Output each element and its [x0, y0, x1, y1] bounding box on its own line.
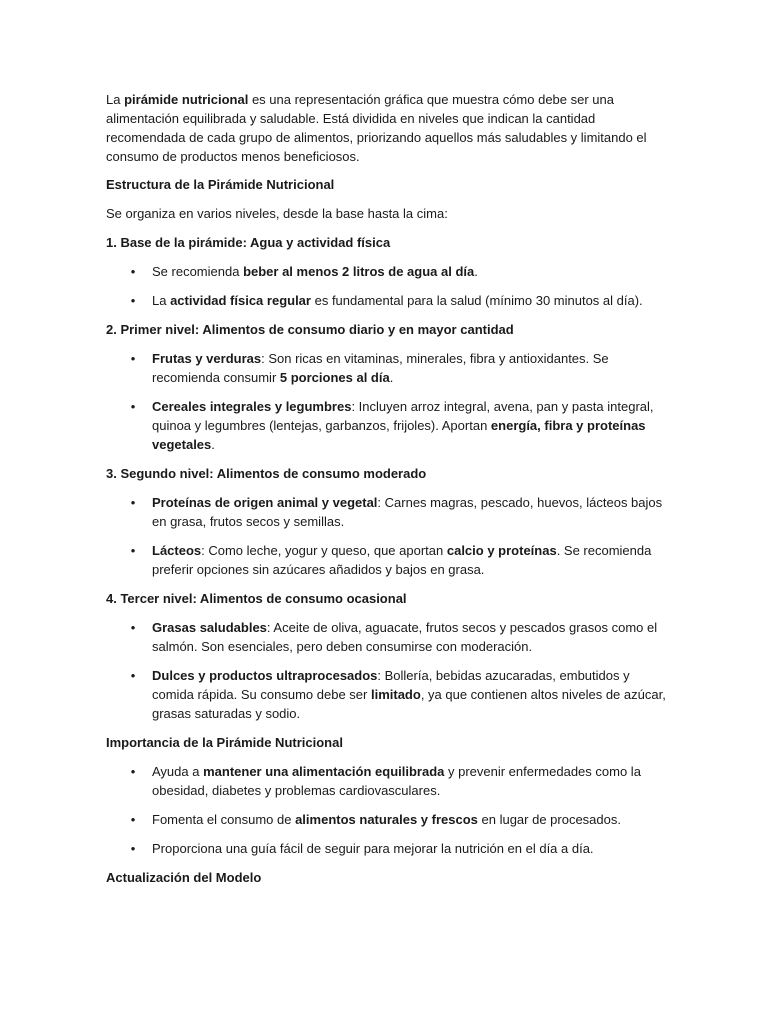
item-text: : Aceite de oliva, aguacate, frutos secos y pescados grasos como el salmón. Son esenciales, pero deben consumirse con moderación. — [152, 620, 658, 654]
importancia-list — [106, 762, 666, 858]
nivel-3-list — [106, 493, 666, 579]
bullet-icon: • — [130, 293, 136, 308]
item-bold: limitado — [370, 687, 421, 702]
list-item — [106, 493, 666, 531]
item-text: Ayuda a — [152, 764, 204, 779]
intro-text: es una representación gráfica que muestra cómo debe ser una alimentación equilibrada y saludable. Está dividida en niveles que indican la cantidad recomendada de cada grupo de alimentos, priorizando aquellos más saludables y limitando el consumo de productos menos beneficiosos. — [106, 92, 647, 164]
list-item — [106, 291, 666, 310]
list-item — [106, 618, 666, 656]
bullet-icon: • — [130, 264, 136, 279]
item-text: Proporciona una guía fácil de seguir para mejorar la nutrición en el día a día. — [152, 841, 594, 856]
item-text: , ya que contienen altos niveles de azúcar, grasas saturadas y sodio. — [152, 687, 666, 721]
bullet-icon: • — [130, 351, 136, 366]
list-item — [106, 810, 666, 829]
list-item — [106, 839, 666, 858]
list-item — [106, 666, 666, 723]
section-heading-estructura: Estructura de la Pirámide Nutricional — [106, 177, 335, 192]
section-heading-importancia: Importancia de la Pirámide Nutricional — [106, 735, 343, 750]
intro-text: La — [106, 92, 125, 107]
item-text: : Bollería, bebidas azucaradas, embutidos y comida rápida. Su consumo debe ser — [152, 668, 630, 702]
bullet-icon: • — [130, 495, 136, 510]
document-body — [106, 90, 666, 897]
item-bold: Grasas saludables — [152, 620, 267, 635]
item-bold: mantener una alimentación equilibrada — [203, 764, 445, 779]
item-text: es fundamental para la salud (mínimo 30 minutos al día). — [310, 293, 643, 308]
bullet-icon: • — [130, 543, 136, 558]
nivel-2-list — [106, 349, 666, 454]
list-item — [106, 262, 666, 281]
item-bold: 5 porciones al día — [279, 370, 390, 385]
item-bold: energía, fibra y proteínas vegetales — [152, 418, 646, 452]
nivel-1-list — [106, 262, 666, 310]
estructura-paragraph: Se organiza en varios niveles, desde la base hasta la cima: — [106, 206, 448, 221]
bullet-icon: • — [130, 764, 136, 779]
list-item — [106, 349, 666, 387]
item-bold: beber al menos 2 litros de agua al día — [243, 264, 475, 279]
item-text: : Como leche, yogur y queso, que aportan — [201, 543, 447, 558]
bullet-icon: • — [130, 668, 136, 683]
section-heading-nivel-3: 3. Segundo nivel: Alimentos de consumo moderado — [106, 466, 427, 481]
intro-paragraph — [106, 90, 666, 166]
section-heading-nivel-1: 1. Base de la pirámide: Agua y actividad física — [106, 235, 391, 250]
item-bold: Dulces y productos ultraprocesados — [152, 668, 378, 683]
item-text: : Incluyen arroz integral, avena, pan y pasta integral, quinoa y legumbres (lentejas, garbanzos, frijoles). Aportan — [152, 399, 654, 433]
item-bold: actividad física regular — [170, 293, 311, 308]
list-item — [106, 397, 666, 454]
item-bold: Cereales integrales y legumbres — [152, 399, 352, 414]
bullet-icon: • — [130, 399, 136, 414]
item-text: . — [474, 264, 478, 279]
bullet-icon: • — [130, 841, 136, 856]
item-text: . — [211, 437, 215, 452]
section-heading-actualizacion: Actualización del Modelo — [106, 870, 262, 885]
bullet-icon: • — [130, 812, 136, 827]
list-item — [106, 541, 666, 579]
list-item — [106, 762, 666, 800]
item-bold: Lácteos — [152, 543, 202, 558]
item-text: Fomenta el consumo de — [152, 812, 296, 827]
item-text: Se recomienda — [152, 264, 244, 279]
item-bold: calcio y proteínas — [446, 543, 557, 558]
item-text: : Carnes magras, pescado, huevos, lácteos bajos en grasa, frutos secos y semillas. — [152, 495, 663, 529]
nivel-4-list — [106, 618, 666, 723]
item-text: La — [152, 293, 171, 308]
bullet-icon: • — [130, 620, 136, 635]
item-text: . Se recomienda preferir opciones sin azúcares añadidos y bajos en grasa. — [152, 543, 652, 577]
item-bold: alimentos naturales y frescos — [295, 812, 478, 827]
section-heading-nivel-2: 2. Primer nivel: Alimentos de consumo diario y en mayor cantidad — [106, 322, 514, 337]
item-text: y prevenir enfermedades como la obesidad, diabetes y problemas cardiovasculares. — [152, 764, 641, 798]
item-text: en lugar de procesados. — [477, 812, 621, 827]
item-bold: Proteínas de origen animal y vegetal — [152, 495, 378, 510]
section-heading-nivel-4: 4. Tercer nivel: Alimentos de consumo ocasional — [106, 591, 407, 606]
item-text: . — [389, 370, 394, 385]
intro-bold: pirámide nutricional — [124, 92, 249, 107]
item-text: : Son ricas en vitaminas, minerales, fibra y antioxidantes. Se recomienda consumir — [152, 351, 609, 385]
item-bold: Frutas y verduras — [152, 351, 262, 366]
